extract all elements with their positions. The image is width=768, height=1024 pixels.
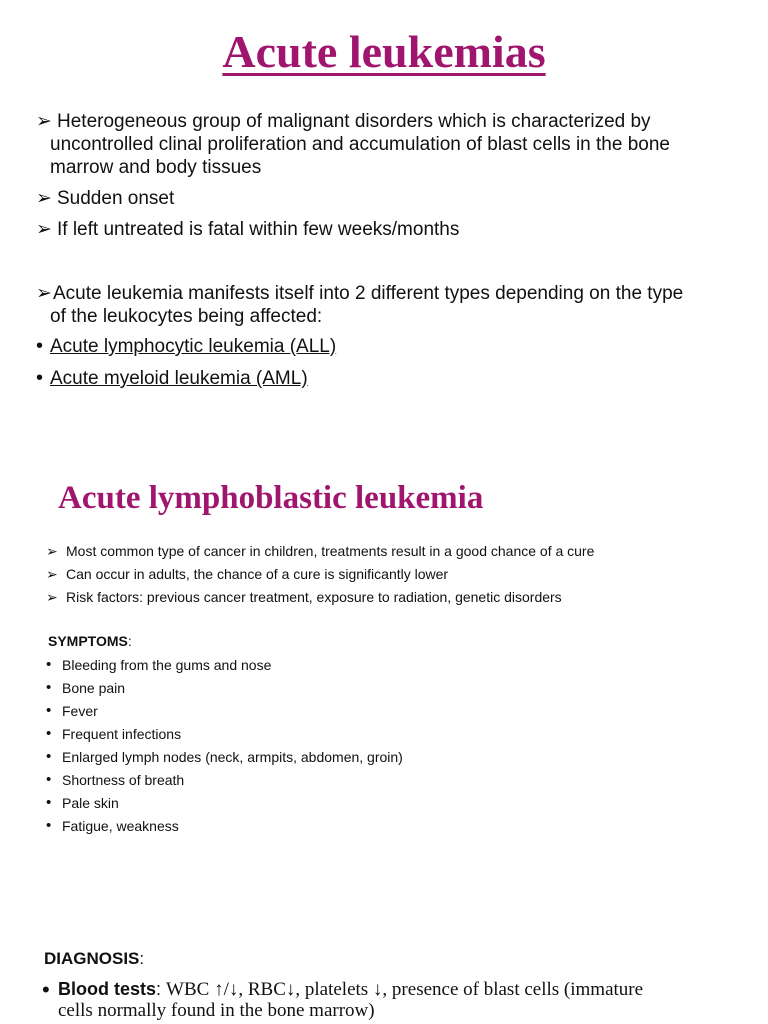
symptom-text: Pale skin <box>62 795 119 811</box>
symptom-text: Fever <box>62 703 98 719</box>
all-point-text: Most common type of cancer in children, treatments result in a good chance of a cure <box>66 543 595 559</box>
arrow-bullet-icon: ➢ <box>36 219 52 240</box>
bullet-icon: • <box>42 977 50 1002</box>
arrow-bullet-icon: ➢ <box>36 188 52 209</box>
bullet-icon: • <box>46 656 52 673</box>
symptom-text: Frequent infections <box>62 726 182 742</box>
diagnosis-label-colon: : <box>156 979 162 999</box>
all-point-text: Risk factors: previous cancer treatment, exposure to radiation, genetic disorders <box>66 589 562 605</box>
symptom-text: Bleeding from the gums and nose <box>62 657 272 673</box>
all-point-text: Can occur in adults, the chance of a cure is significantly lower <box>66 566 449 582</box>
bullet-icon: • <box>46 748 52 765</box>
diagnosis-line1 <box>58 978 643 1001</box>
symptoms-heading-text: SYMPTOMS <box>48 633 128 649</box>
bullet-icon: • <box>46 794 52 811</box>
arrow-bullet-icon: ➢ <box>36 111 52 132</box>
bullet-icon: • <box>36 367 44 389</box>
intro-item-line1: If left untreated is fatal within few weeks/months <box>57 219 460 240</box>
bullet-icon: • <box>36 335 44 357</box>
symptom-text: Fatigue, weakness <box>62 818 179 834</box>
page-title: Acute leukemias <box>222 26 546 77</box>
arrow-bullet-icon: ➢ <box>46 589 58 605</box>
bullet-icon: • <box>46 817 52 834</box>
intro-item-line1: Heterogeneous group of malignant disorders which is characterized by <box>57 111 651 132</box>
bullet-icon: • <box>46 702 52 719</box>
symptom-text: Enlarged lymph nodes (neck, armpits, abdomen, groin) <box>62 749 403 765</box>
bullet-icon: • <box>46 725 52 742</box>
types-intro-line2: of the leukocytes being affected: <box>50 306 323 327</box>
arrow-bullet-icon: ➢ <box>46 543 58 559</box>
bullet-icon: • <box>46 679 52 696</box>
arrow-bullet-icon: ➢ <box>36 283 52 304</box>
bullet-icon: • <box>46 771 52 788</box>
symptoms-heading <box>48 632 132 650</box>
arrow-bullet-icon: ➢ <box>46 566 58 582</box>
diagnosis-text-line2: cells normally found in the bone marrow) <box>58 1000 375 1021</box>
type-link-all[interactable]: Acute lymphocytic leukemia (ALL) <box>50 336 337 357</box>
diagnosis-heading <box>44 948 144 970</box>
types-intro-line1: Acute leukemia manifests itself into 2 different types depending on the type <box>53 283 684 304</box>
intro-item-line3: marrow and body tissues <box>50 157 262 178</box>
diagnosis-heading-colon: : <box>139 949 145 968</box>
symptoms-heading-colon: : <box>127 633 132 649</box>
symptom-text: Shortness of breath <box>62 772 185 788</box>
symptom-text: Bone pain <box>62 680 126 696</box>
type-link-aml[interactable]: Acute myeloid leukemia (AML) <box>50 368 308 389</box>
diagnosis-text-line1: WBC ↑/↓, RBC↓, platelets ↓, presence of blast cells (immature <box>166 979 644 1000</box>
diagnosis-label: Blood tests <box>58 979 157 999</box>
intro-item-line2: uncontrolled clinal proliferation and accumulation of blast cells in the bone <box>50 134 670 155</box>
section-title: Acute lymphoblastic leukemia <box>58 480 484 516</box>
diagnosis-heading-text: DIAGNOSIS <box>44 949 140 968</box>
intro-item-line1: Sudden onset <box>57 188 175 209</box>
